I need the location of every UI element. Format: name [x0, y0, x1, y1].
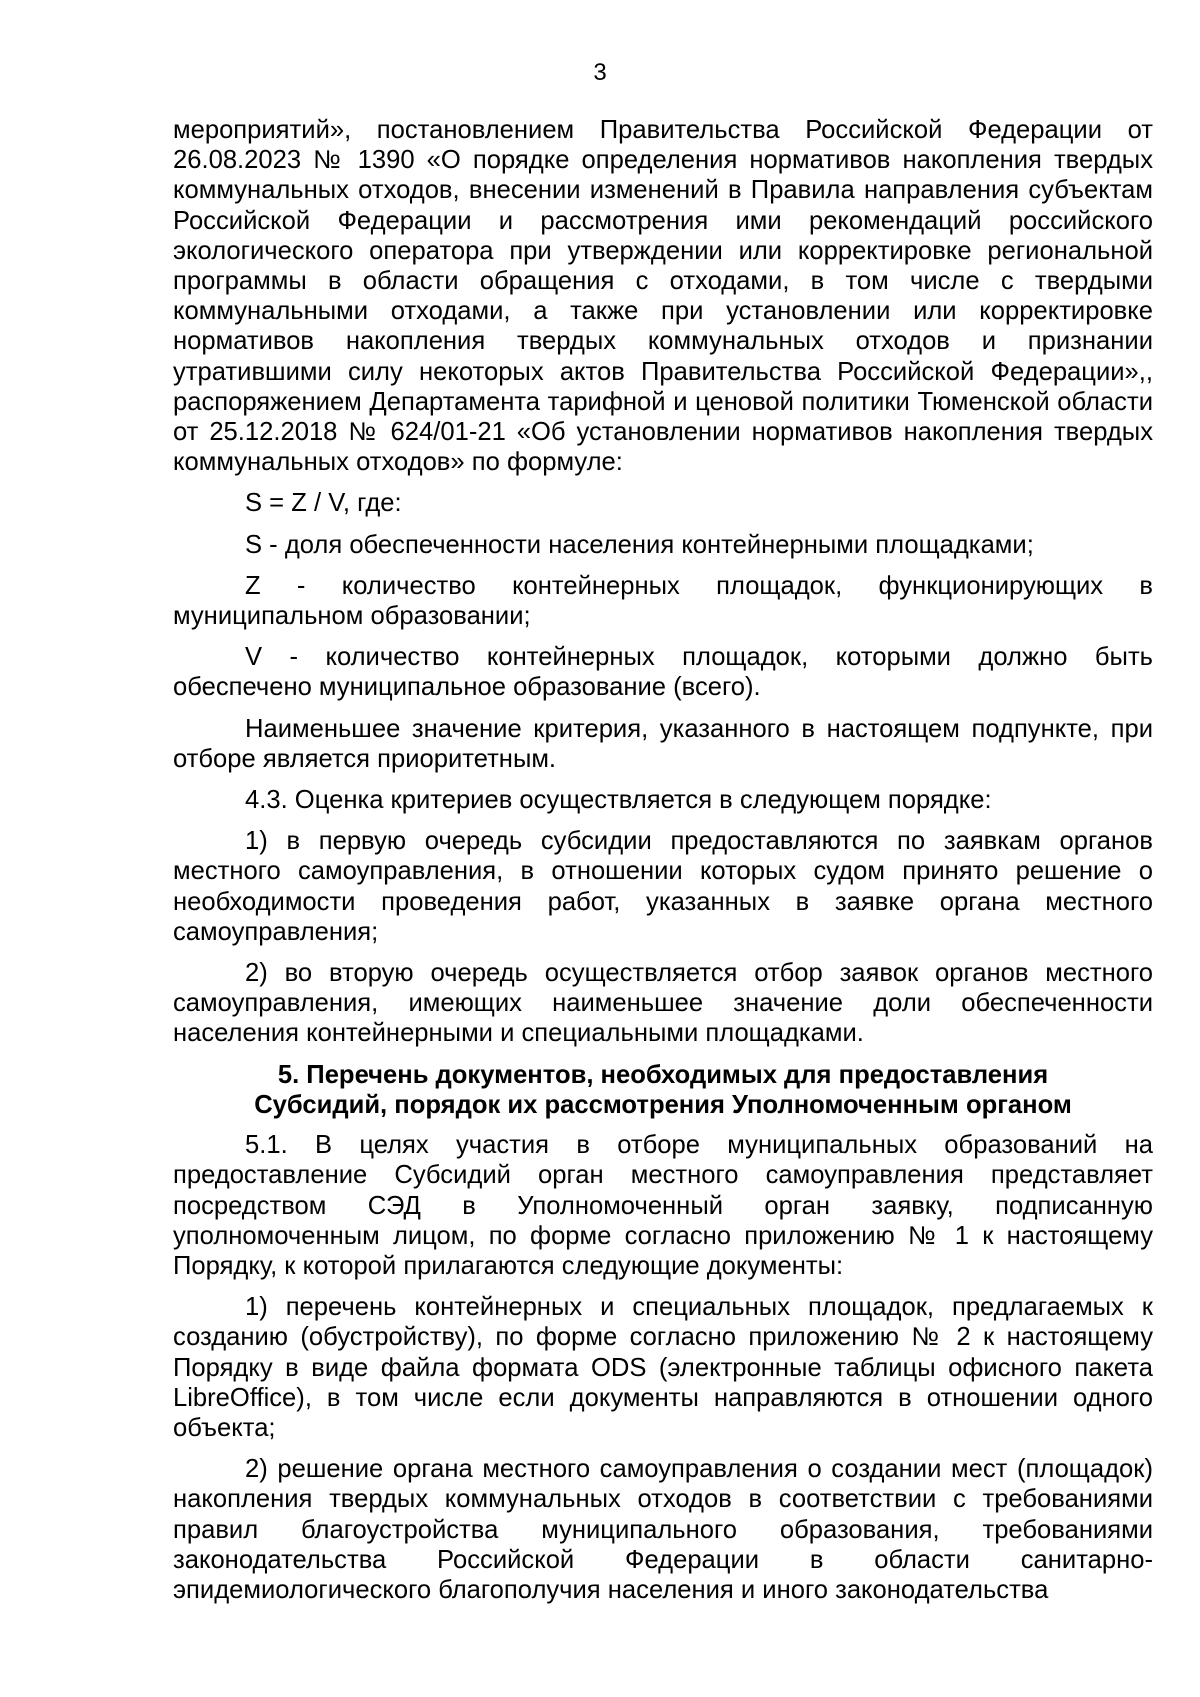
formula-definition-z: Z - количество контейнерных площадок, функционирующих в муниципальном образовании;: [173, 571, 1153, 631]
paragraph-continuation: мероприятий», постановлением Правительства Российской Федерации от 26.08.2023 № 1390 «О порядке определения нормативов накопления твердых коммунальных отходов, внесении изменений в Правила направления субъектам Российской Федерации и рассмотрения ими рекомендаций российского экологического оператора при утверждении или корректировке региональной программы в области обращения с отходами, в том числе с твердыми коммунальными отходами, а также при установлении или корректировке нормативов накопления твердых коммунальных отходов и признании утратившими силу некоторых актов Правительства Российской Федерации»,, распоряжением Департамента тарифной и ценовой политики Тюменской области от 25.12.2018 № 624/01-21 «Об установлении нормативов накопления твердых коммунальных отходов» по формуле:: [173, 116, 1153, 477]
list-item-documents-1: 1) перечень контейнерных и специальных площадок, предлагаемых к созданию (обустройству), по форме согласно приложению № 2 к настоящему Порядку в виде файла формата ODS (электронные таблицы офисного пакета LibreOffice), в том числе если документы направляются в отношении одного объекта;: [173, 1293, 1153, 1442]
section-heading-line-1: 5. Перечень документов, необходимых для предоставления: [277, 1060, 1049, 1089]
list-item-1: 1) в первую очередь субсидии предоставляются по заявкам органов местного самоуправления, в отношении которых судом принято решение о необходимости проведения работ, указанных в заявке органа местного самоуправления;: [173, 827, 1153, 946]
paragraph-5-1: 5.1. В целях участия в отборе муниципальных образований на предоставление Субсидий орган местного самоуправления представляет посредством СЭД в Уполномоченный орган заявку, подписанную уполномоченным лицом, по форме согласно приложению № 1 к настоящему Порядку, к которой прилагаются следующие документы:: [173, 1131, 1153, 1280]
formula-definition-s: S - доля обеспеченности населения контейнерными площадками;: [245, 530, 1034, 559]
list-item-2: 2) во вторую очередь осуществляется отбор заявок органов местного самоуправления, имеющих наименьшее значение доли обеспеченности населения контейнерными и специальными площадками.: [173, 959, 1153, 1048]
section-heading-line-2: Субсидий, порядок их рассмотрения Уполномоченным органом: [254, 1090, 1072, 1119]
document-body: [173, 115, 1153, 1616]
paragraph-priority: Наименьшее значение критерия, указанного в настоящем подпункте, при отборе является приоритетным.: [173, 714, 1153, 773]
formula-definition-v: V - количество контейнерных площадок, которыми должно быть обеспечено муниципальное образование (всего).: [173, 643, 1153, 702]
list-item-documents-2: 2) решение органа местного самоуправления о создании мест (площадок) накопления твердых коммунальных отходов в соответствии с требованиями правил благоустройства муниципального образования, требованиями законодательства Российской Федерации в области санитарно-эпидемиологического благополучия населения и иного законодательства: [173, 1455, 1153, 1604]
paragraph-4-3: 4.3. Оценка критериев осуществляется в следующем порядке:: [245, 786, 992, 815]
page-number: 3: [593, 59, 607, 86]
section-heading: [173, 1060, 1153, 1120]
formula: S = Z / V, где:: [245, 489, 402, 518]
